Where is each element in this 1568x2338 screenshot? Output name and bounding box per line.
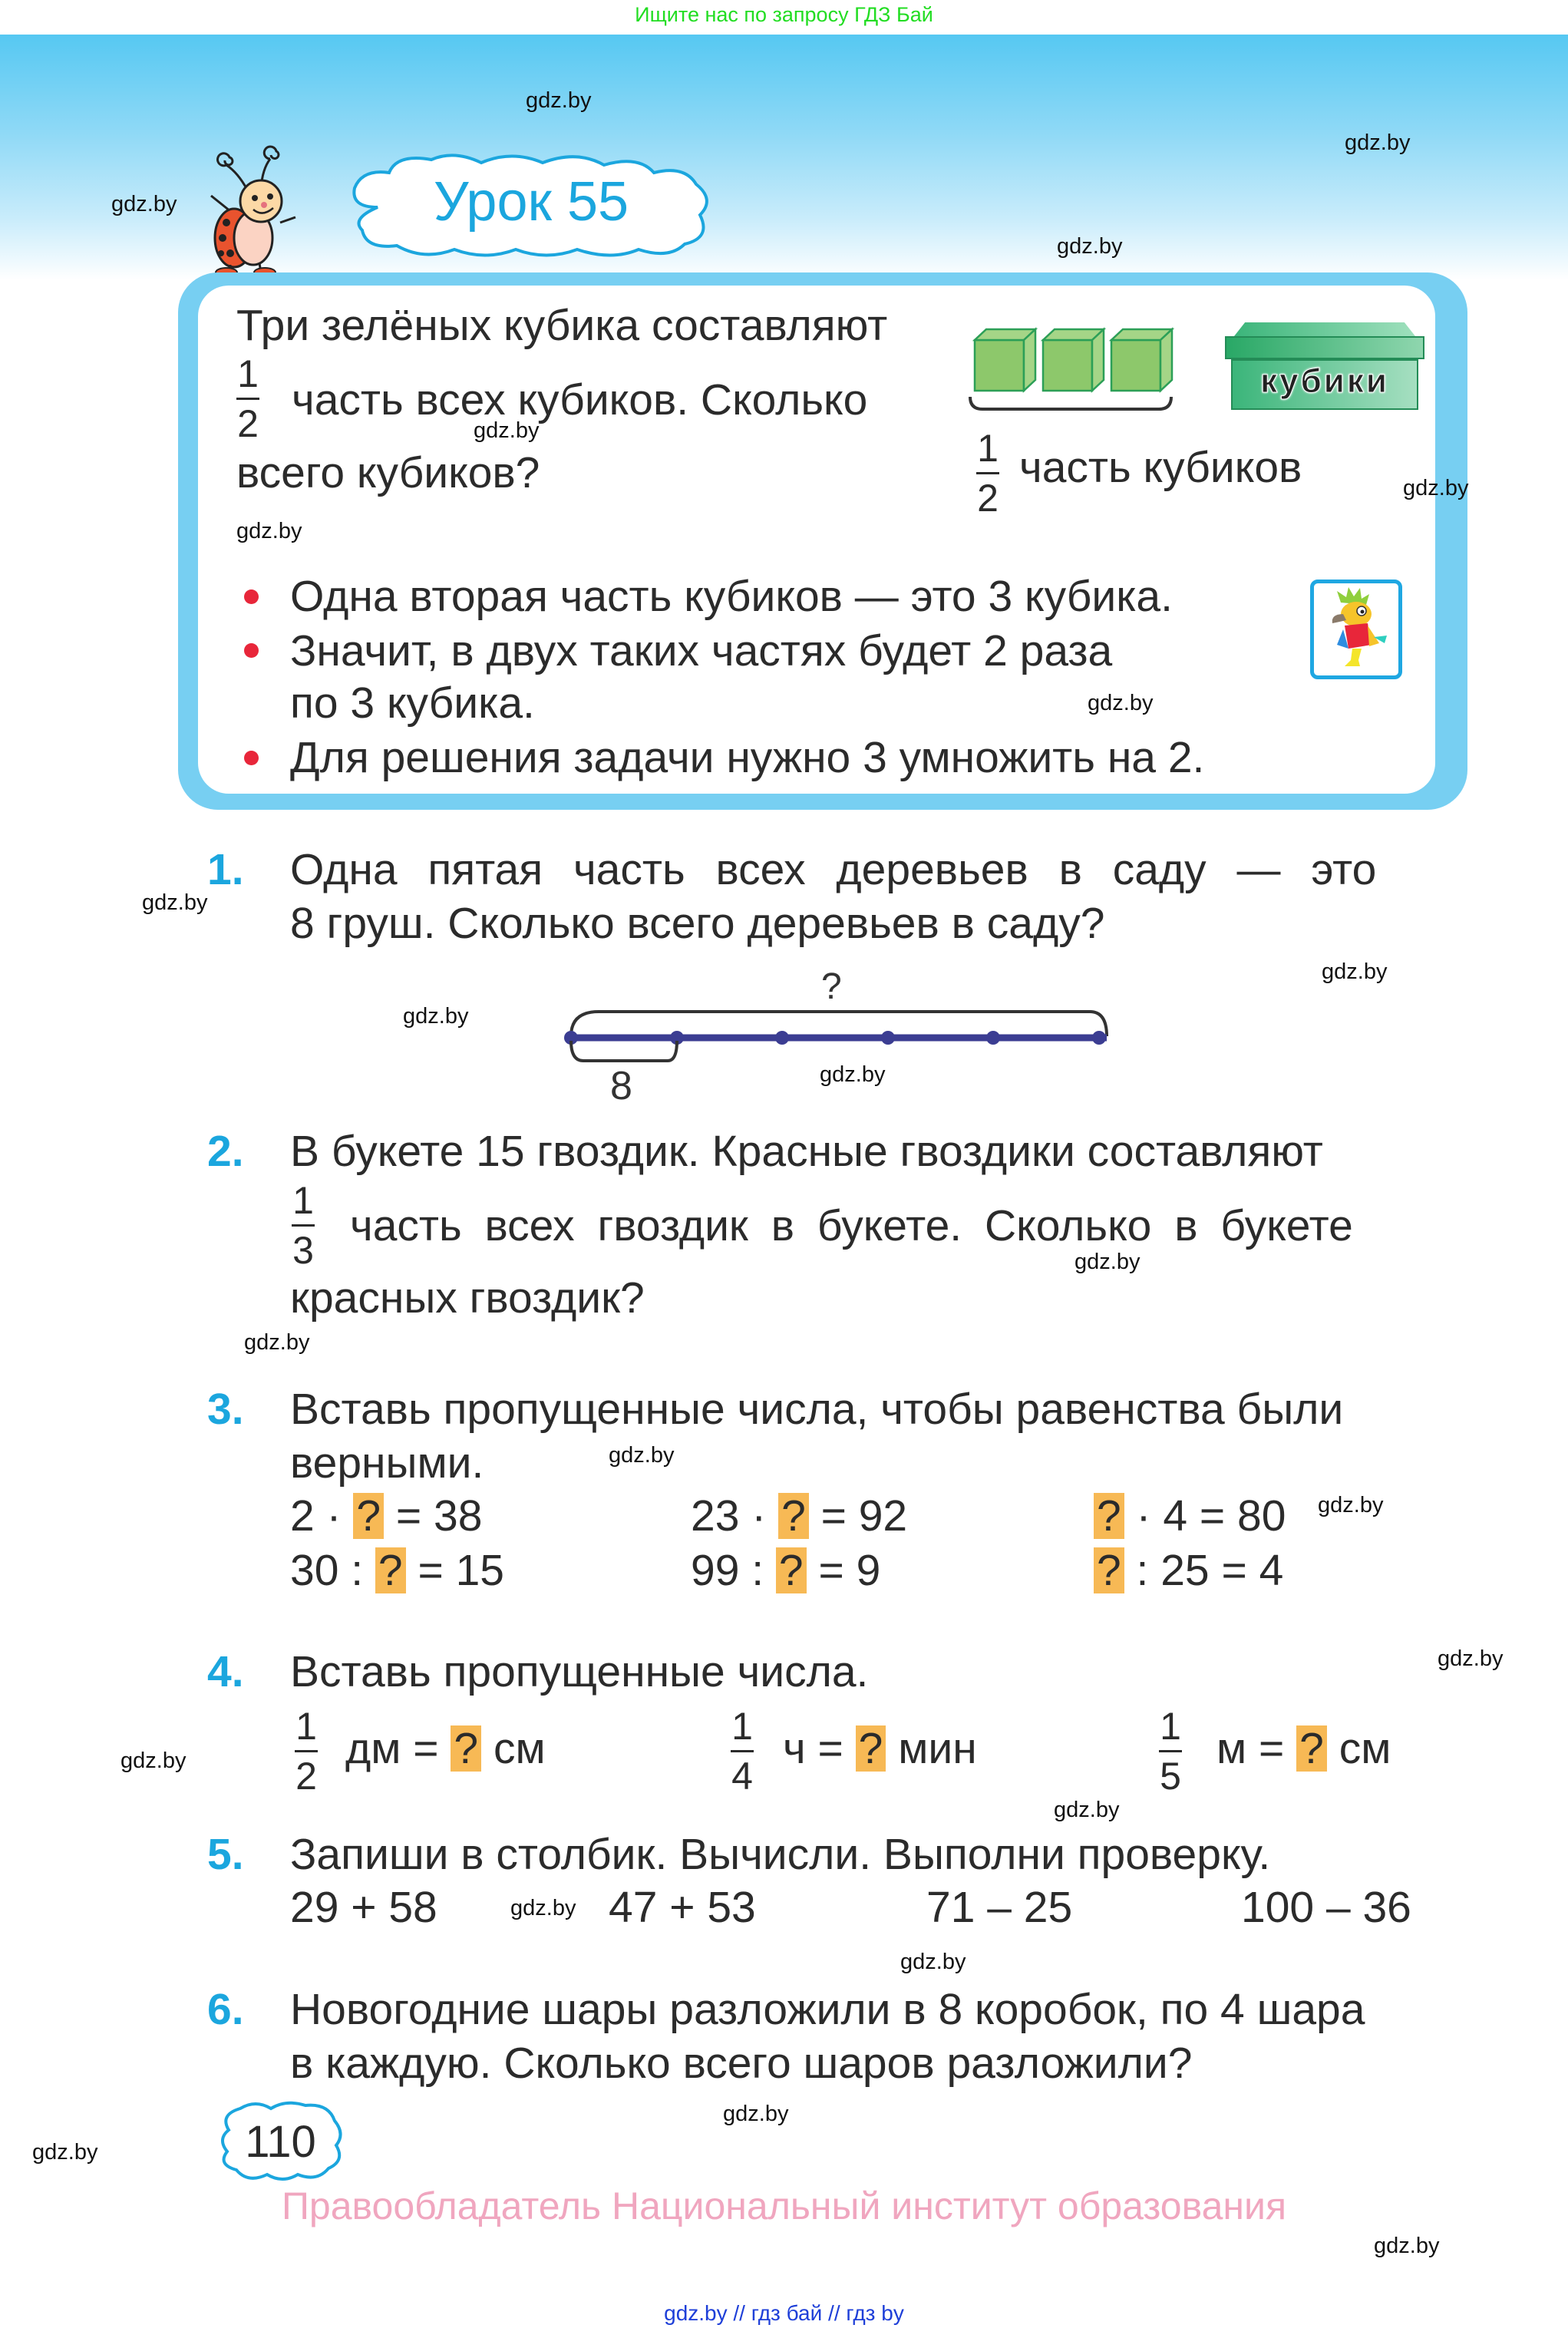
task-2-line3: красных гвоздик? xyxy=(290,1273,645,1323)
watermark: gdz.by xyxy=(526,88,592,113)
ladybug-mascot-icon xyxy=(200,142,299,276)
page-number: 110 xyxy=(245,2117,316,2167)
watermark: gdz.by xyxy=(1054,1798,1120,1822)
watermark: gdz.by xyxy=(32,2140,98,2165)
watermark: gdz.by xyxy=(1345,130,1411,155)
illustration-caption: часть кубиков xyxy=(1019,443,1302,492)
rule-bullet-2-cont: по 3 кубика. xyxy=(290,679,535,728)
diagram-total-label: ? xyxy=(821,966,842,1007)
lesson-title-cloud xyxy=(347,154,715,257)
watermark: gdz.by xyxy=(1403,476,1469,500)
diagram-part-label: 8 xyxy=(610,1064,632,1108)
watermark: gdz.by xyxy=(111,192,177,216)
bullet-icon xyxy=(244,589,259,604)
page-number-cloud xyxy=(213,2099,348,2184)
watermark: gdz.by xyxy=(1074,1250,1141,1274)
task-6-line2: в каждую. Сколько всего шаров разложили? xyxy=(290,2039,1193,2088)
equation-6: ? : 25 = 4 xyxy=(1094,1545,1283,1596)
copyright-notice: Правообладатель Национальный институт образования xyxy=(281,2184,1287,2227)
watermark: gdz.by xyxy=(403,1004,469,1029)
watermark: gdz.by xyxy=(1318,1493,1384,1517)
expression-2: 47 + 53 xyxy=(609,1883,756,1932)
task-2-fraction: 1 3 xyxy=(292,1179,314,1272)
watermark: gdz.by xyxy=(723,2102,789,2126)
watermark: gdz.by xyxy=(236,519,302,543)
task-1-number: 1. xyxy=(207,845,244,894)
watermark: gdz.by xyxy=(1374,2234,1440,2258)
watermark: gdz.by xyxy=(1057,234,1123,259)
rule-problem-line1: Три зелёных кубика составляют xyxy=(236,301,888,350)
watermark: gdz.by xyxy=(244,1330,310,1355)
task-4-fraction-3: 1 5 xyxy=(1160,1705,1181,1798)
box-label: кубики xyxy=(1260,362,1389,400)
rule-problem-line3: всего кубиков? xyxy=(236,448,540,497)
task-2-line1: В букете 15 гвоздик. Красные гвоздики составляют xyxy=(290,1127,1323,1176)
task-2-number: 2. xyxy=(207,1127,244,1176)
watermark: gdz.by xyxy=(609,1443,675,1468)
task-6-number: 6. xyxy=(207,1985,244,2034)
equation-4: 30 : ? = 15 xyxy=(290,1546,504,1595)
cubes-box-illustration xyxy=(1225,322,1424,411)
task-1-line2: 8 груш. Сколько всего деревьев в саду? xyxy=(290,899,1105,948)
conversion-3: м = ? см xyxy=(1216,1724,1391,1773)
rule-bullet-2: Значит, в двух таких частях будет 2 раза xyxy=(290,626,1113,675)
task-4-number: 4. xyxy=(207,1647,244,1696)
task-5-line1: Запиши в столбик. Вычисли. Выполни проверку. xyxy=(290,1830,1271,1879)
answer-blank[interactable]: ? xyxy=(375,1547,406,1593)
watermark: gdz.by xyxy=(820,1062,886,1087)
task-6-line1: Новогодние шары разложили в 8 коробок, по 4 шара xyxy=(290,1985,1365,2034)
banner-text: Ищите нас по запросу ГДЗ Бай xyxy=(635,3,933,26)
equation-1: 2 · ? = 38 xyxy=(290,1491,483,1541)
answer-blank[interactable]: ? xyxy=(1094,1493,1124,1539)
rule-problem-line2: часть всех кубиков. Сколько xyxy=(292,375,868,424)
watermark: gdz.by xyxy=(120,1749,187,1773)
watermark: gdz.by xyxy=(1438,1646,1504,1671)
watermark: gdz.by xyxy=(474,418,540,443)
task-3-number: 3. xyxy=(207,1385,244,1434)
watermark: gdz.by xyxy=(510,1896,576,1920)
answer-blank[interactable]: ? xyxy=(451,1725,481,1772)
bullet-icon xyxy=(244,751,259,765)
green-cubes-icon xyxy=(967,326,1182,411)
equation-3: ? · 4 = 80 xyxy=(1094,1491,1286,1541)
task-4-fraction-1: 1 2 xyxy=(295,1705,317,1798)
caption-fraction: 1 2 xyxy=(977,427,999,520)
task-2-line2: часть всех гвоздик в букете. Сколько в букете xyxy=(350,1201,1353,1250)
conversion-1: дм = ? см xyxy=(345,1724,546,1773)
expression-3: 71 – 25 xyxy=(926,1883,1073,1932)
task-3-line2: верными. xyxy=(290,1438,484,1488)
expression-4: 100 – 36 xyxy=(1241,1883,1411,1932)
watermark: gdz.by xyxy=(900,1950,966,1974)
task-3-line1: Вставь пропущенные числа, чтобы равенства были xyxy=(290,1385,1344,1434)
answer-blank[interactable]: ? xyxy=(856,1725,886,1772)
rule-bullet-3: Для решения задачи нужно 3 умножить на 2. xyxy=(290,733,1205,782)
watermark: gdz.by xyxy=(1088,691,1154,715)
rule-fraction: 1 2 xyxy=(237,352,259,445)
task-4-fraction-2: 1 4 xyxy=(731,1705,753,1798)
answer-blank[interactable]: ? xyxy=(353,1493,384,1539)
watermark: gdz.by xyxy=(1322,959,1388,984)
rule-bullet-1: Одна вторая часть кубиков — это 3 кубика. xyxy=(290,572,1173,621)
search-banner xyxy=(0,0,1568,35)
answer-blank[interactable]: ? xyxy=(1094,1547,1124,1593)
expression-1: 29 + 58 xyxy=(290,1883,437,1932)
task-4-line1: Вставь пропущенные числа. xyxy=(290,1647,869,1696)
task-1-line1: Одна пятая часть всех деревьев в саду — это xyxy=(290,845,1377,894)
lesson-title: Урок 55 xyxy=(433,171,629,233)
conversion-2: ч = ? мин xyxy=(783,1724,977,1773)
footer-links[interactable]: gdz.by // гдз бай // гдз by xyxy=(664,2301,904,2325)
answer-blank[interactable]: ? xyxy=(1296,1725,1327,1772)
parrot-hint-icon xyxy=(1310,580,1402,679)
bullet-icon xyxy=(244,643,259,658)
equation-5: 99 : ? = 9 xyxy=(691,1546,881,1595)
task-5-number: 5. xyxy=(207,1830,244,1879)
answer-blank[interactable]: ? xyxy=(776,1547,807,1593)
answer-blank[interactable]: ? xyxy=(778,1493,809,1539)
watermark: gdz.by xyxy=(142,890,208,915)
equation-2: 23 · ? = 92 xyxy=(691,1491,908,1541)
